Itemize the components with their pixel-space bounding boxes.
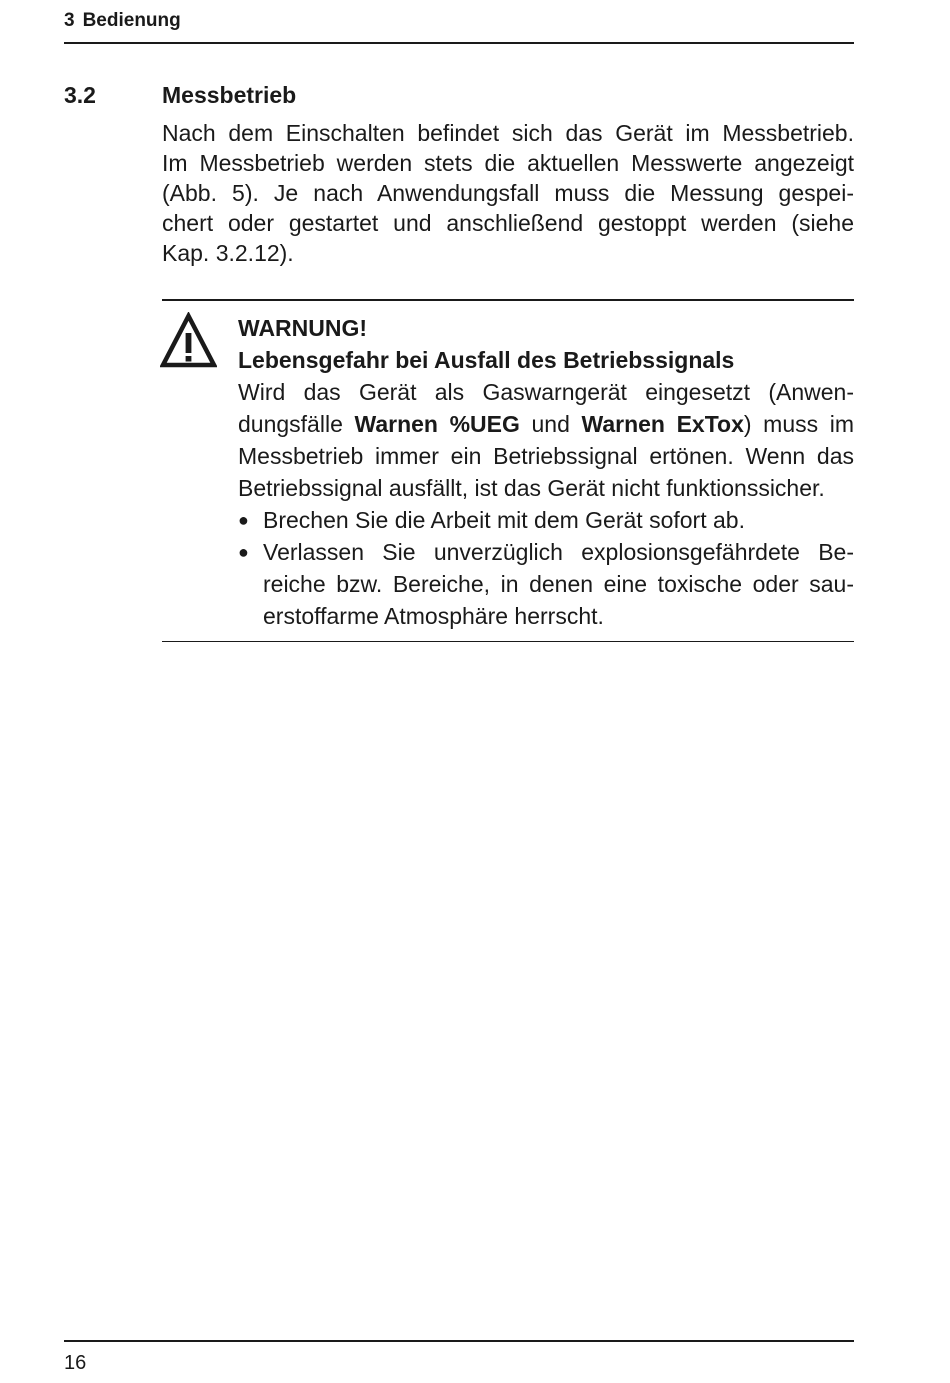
page-number: 16 — [64, 1352, 87, 1374]
chapter-title: Bedienung — [82, 10, 181, 31]
warning-bottom-rule — [162, 641, 854, 642]
section-title: Messbetrieb — [162, 82, 297, 108]
paragraph-line: Nach dem Einschalten befindet sich das Gerät im Messbetrieb. — [162, 120, 854, 146]
warning-triangle-icon — [160, 312, 217, 368]
bullet-icon: ● — [238, 542, 249, 562]
running-header — [64, 10, 181, 32]
warning-text-line: Wird das Gerät als Gaswarngerät eingesetzt (Anwen- — [238, 379, 854, 405]
bullet-icon: ● — [238, 510, 249, 530]
mode-warnen-extox: Warnen ExTox — [581, 411, 744, 437]
paragraph-line: chert oder gestartet und anschließend gestoppt werden (siehe — [162, 210, 854, 236]
warning-block — [238, 312, 854, 632]
warning-text-line: Betriebssignal ausfällt, ist das Gerät nicht funktionssicher. — [238, 475, 825, 501]
list-item — [238, 536, 854, 632]
warning-label: WARNUNG! — [238, 315, 368, 341]
list-item — [238, 504, 854, 536]
bullet-text: erstoffarme Atmosphäre herrscht. — [263, 603, 604, 629]
warning-text-line: Messbetrieb immer ein Betriebssignal ertönen. Wenn das — [238, 443, 854, 469]
warning-top-rule — [162, 299, 854, 301]
chapter-number: 3 — [64, 10, 75, 31]
section-paragraph — [162, 118, 854, 268]
footer-rule — [64, 1340, 854, 1342]
section-number: 3.2 — [64, 82, 96, 108]
warning-heading: Lebensgefahr bei Ausfall des Betriebssignals — [238, 347, 735, 373]
paragraph-line: Im Messbetrieb werden stets die aktuellen Messwerte angezeigt — [162, 150, 854, 176]
bullet-text: Verlassen Sie unverzüglich explosionsgefährdete Be- — [263, 539, 854, 565]
paragraph-line: (Abb. 5). Je nach Anwendungsfall muss die Messung gespei- — [162, 180, 854, 206]
header-rule — [64, 42, 854, 44]
warning-text-line: dungsfälle Warnen %UEG und Warnen ExTox) muss im — [238, 411, 855, 437]
bullet-text: Brechen Sie die Arbeit mit dem Gerät sofort ab. — [263, 507, 745, 533]
bullet-text: reiche bzw. Bereiche, in denen eine toxische oder sau- — [263, 571, 854, 597]
mode-warnen-ueg: Warnen %UEG — [354, 411, 520, 437]
paragraph-line: Kap. 3.2.12). — [162, 240, 294, 266]
